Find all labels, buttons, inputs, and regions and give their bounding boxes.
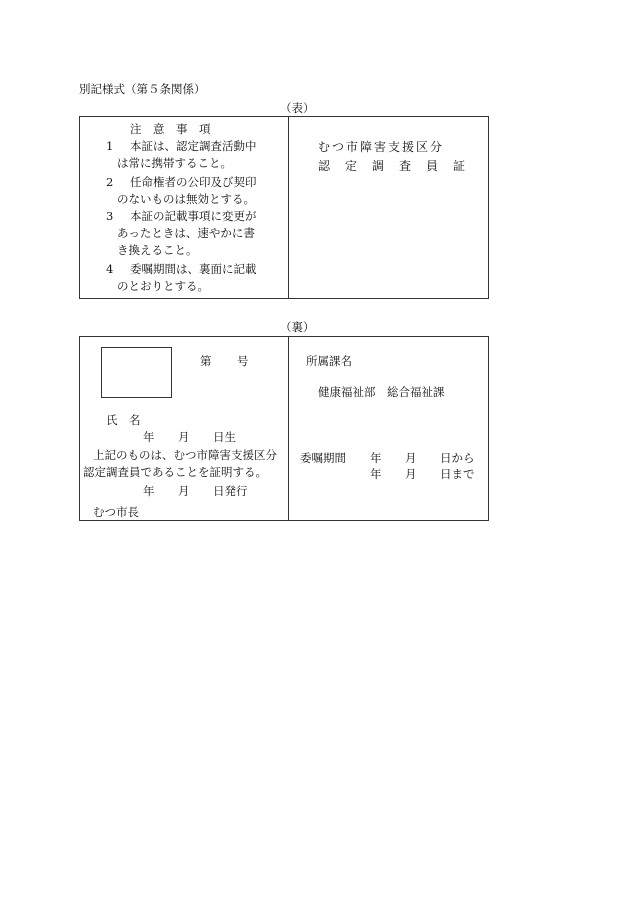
issue-year: 年 xyxy=(143,484,155,498)
note-line: 委嘱期間は、裏面に記載 xyxy=(130,262,257,276)
note-line: のないものは無効とする。 xyxy=(117,192,255,206)
dept-label: 所属課名 xyxy=(306,354,352,368)
term-from-day: 日から xyxy=(440,451,475,465)
card-title-line2: 認定調査員証 xyxy=(318,159,481,173)
form-title: 別記様式（第５条関係） xyxy=(79,82,206,96)
back-card-divider xyxy=(288,336,289,521)
term-from-year: 年 xyxy=(370,451,382,465)
term-from-month: 月 xyxy=(405,451,417,465)
certification-line1: 上記のものは、むつ市障害支援区分 xyxy=(93,448,277,462)
name-label: 氏 名 xyxy=(106,413,141,427)
note-number: 3 xyxy=(106,209,114,223)
birth-day: 日生 xyxy=(213,430,236,444)
note-line: 任命権者の公印及び契印 xyxy=(130,175,257,189)
issue-day: 日発行 xyxy=(213,484,248,498)
photo-frame xyxy=(101,347,172,398)
certification-line2: 認定調査員であることを証明する。 xyxy=(83,465,267,479)
note-line: あったときは、速やかに書 xyxy=(117,226,255,240)
back-caption: （裏） xyxy=(280,320,315,334)
note-line: 本証の記載事項に変更が xyxy=(130,209,257,223)
birth-year: 年 xyxy=(143,430,155,444)
term-label: 委嘱期間 xyxy=(300,451,346,465)
dept-value: 健康福祉部 総合福祉課 xyxy=(318,385,445,399)
number-label: 第 xyxy=(200,354,212,368)
term-to-year: 年 xyxy=(370,467,382,481)
notes-heading: 注 意 事 項 xyxy=(130,122,211,136)
term-to-month: 月 xyxy=(405,467,417,481)
front-card-divider xyxy=(288,116,289,299)
note-number: 2 xyxy=(106,175,114,189)
note-line: のとおりとする。 xyxy=(117,279,209,293)
front-caption: （表） xyxy=(280,101,315,115)
card-title-line1: むつ市障害支援区分 xyxy=(318,140,445,154)
note-line: は常に携帯すること。 xyxy=(117,156,232,170)
issue-month: 月 xyxy=(178,484,190,498)
note-line: 本証は、認定調査活動中 xyxy=(130,139,257,153)
number-suffix: 号 xyxy=(237,354,249,368)
note-number: 4 xyxy=(106,262,114,276)
note-number: 1 xyxy=(106,139,114,153)
mayor-signature: むつ市長 xyxy=(93,505,139,519)
note-line: き換えること。 xyxy=(117,243,198,257)
term-to-day: 日まで xyxy=(440,467,475,481)
birth-month: 月 xyxy=(178,430,190,444)
